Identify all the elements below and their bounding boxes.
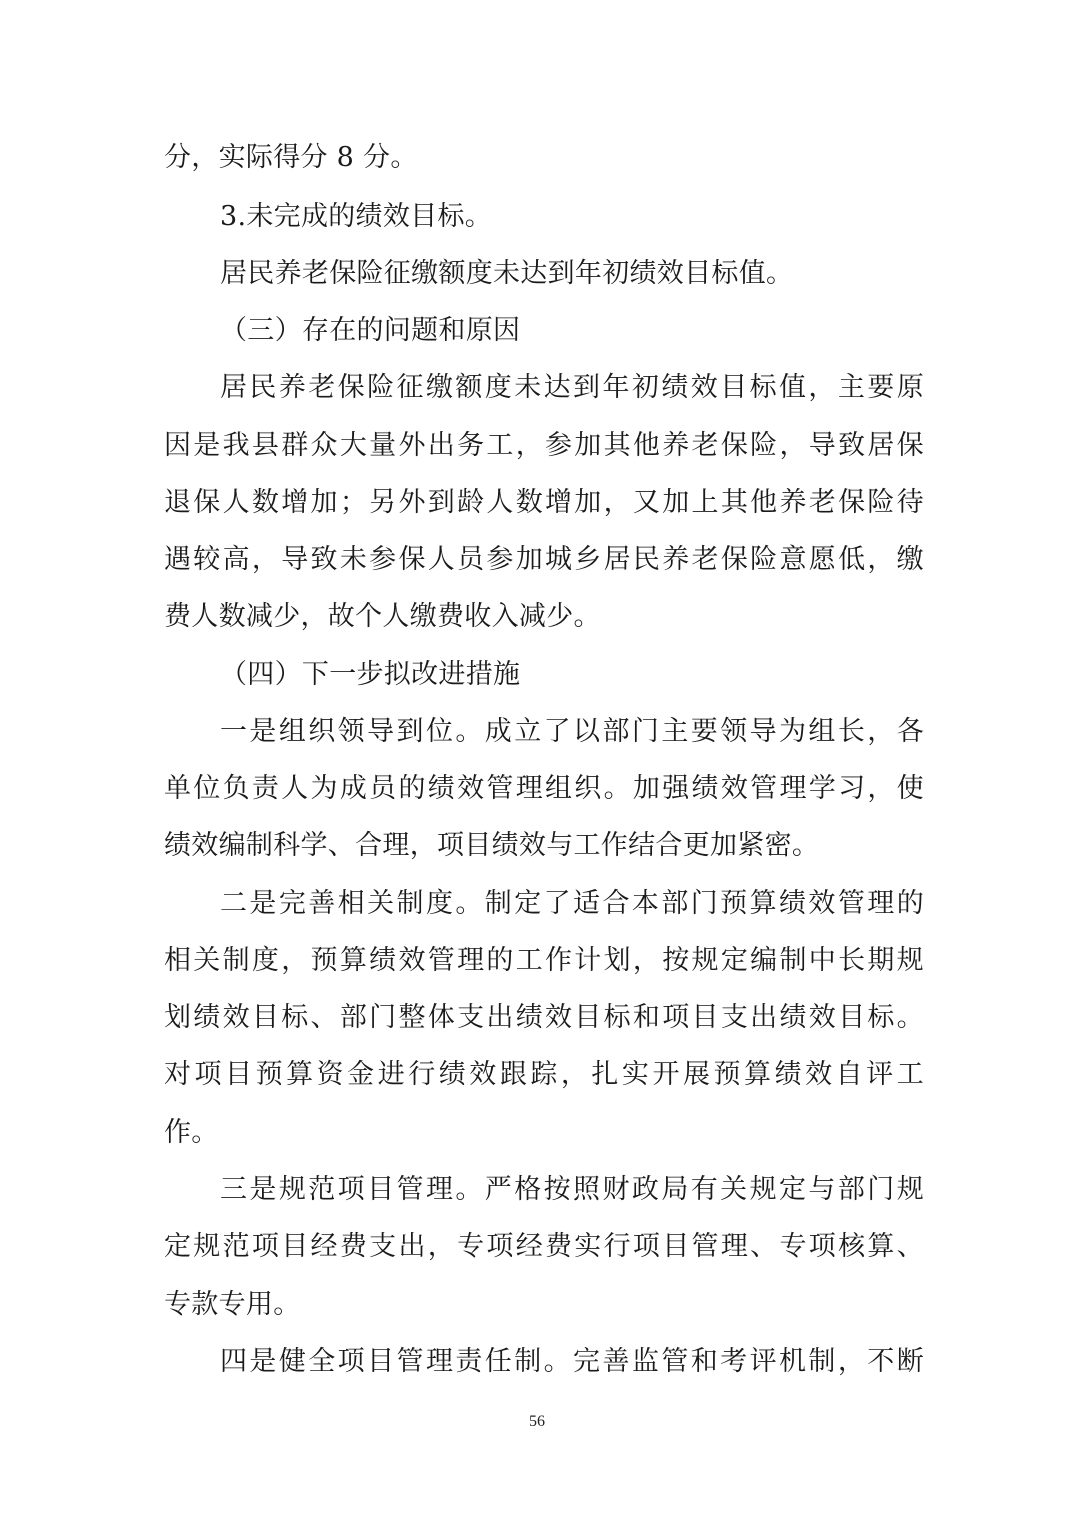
section-heading: （四）下一步拟改进措施 [220, 659, 521, 690]
page-number: 56 [529, 1413, 545, 1430]
text-line: 居民养老保险征缴额度未达到年初绩效目标值。 [220, 258, 794, 289]
text-line: 划绩效目标、部门整体支出绩效目标和项目支出绩效目标。 [164, 1002, 924, 1033]
text-line: 费人数减少，故个人缴费收入减少。 [164, 601, 601, 632]
text-line: 遇较高，导致未参保人员参加城乡居民养老保险意愿低，缴 [164, 544, 924, 575]
text-line: 居民养老保险征缴额度未达到年初绩效目标值，主要原 [220, 372, 924, 403]
text-line: 绩效编制科学、合理，项目绩效与工作结合更加紧密。 [164, 830, 820, 861]
text-line: 一是组织领导到位。成立了以部门主要领导为组长，各 [220, 716, 924, 747]
text-line: 因是我县群众大量外出务工，参加其他养老保险，导致居保 [164, 430, 924, 461]
text-line: 分，实际得分 8 分。 [164, 142, 418, 173]
text-line: 单位负责人为成员的绩效管理组织。加强绩效管理学习，使 [164, 773, 924, 804]
text-line: 相关制度，预算绩效管理的工作计划，按规定编制中长期规 [164, 945, 924, 976]
text-line: 四是健全项目管理责任制。完善监管和考评机制，不断 [220, 1346, 924, 1377]
text-line: 作。 [164, 1117, 219, 1148]
text-line: 三是规范项目管理。严格按照财政局有关规定与部门规 [220, 1174, 924, 1205]
text-line: 二是完善相关制度。制定了适合本部门预算绩效管理的 [220, 888, 924, 919]
text-line: 定规范项目经费支出，专项经费实行项目管理、专项核算、 [164, 1231, 924, 1262]
text-line: 3.未完成的绩效目标。 [220, 201, 493, 232]
section-heading: （三）存在的问题和原因 [220, 315, 521, 346]
text-line: 退保人数增加；另外到龄人数增加，又加上其他养老保险待 [164, 487, 924, 518]
text-line: 对项目预算资金进行绩效跟踪，扎实开展预算绩效自评工 [164, 1059, 924, 1090]
text-line: 专款专用。 [164, 1289, 301, 1320]
